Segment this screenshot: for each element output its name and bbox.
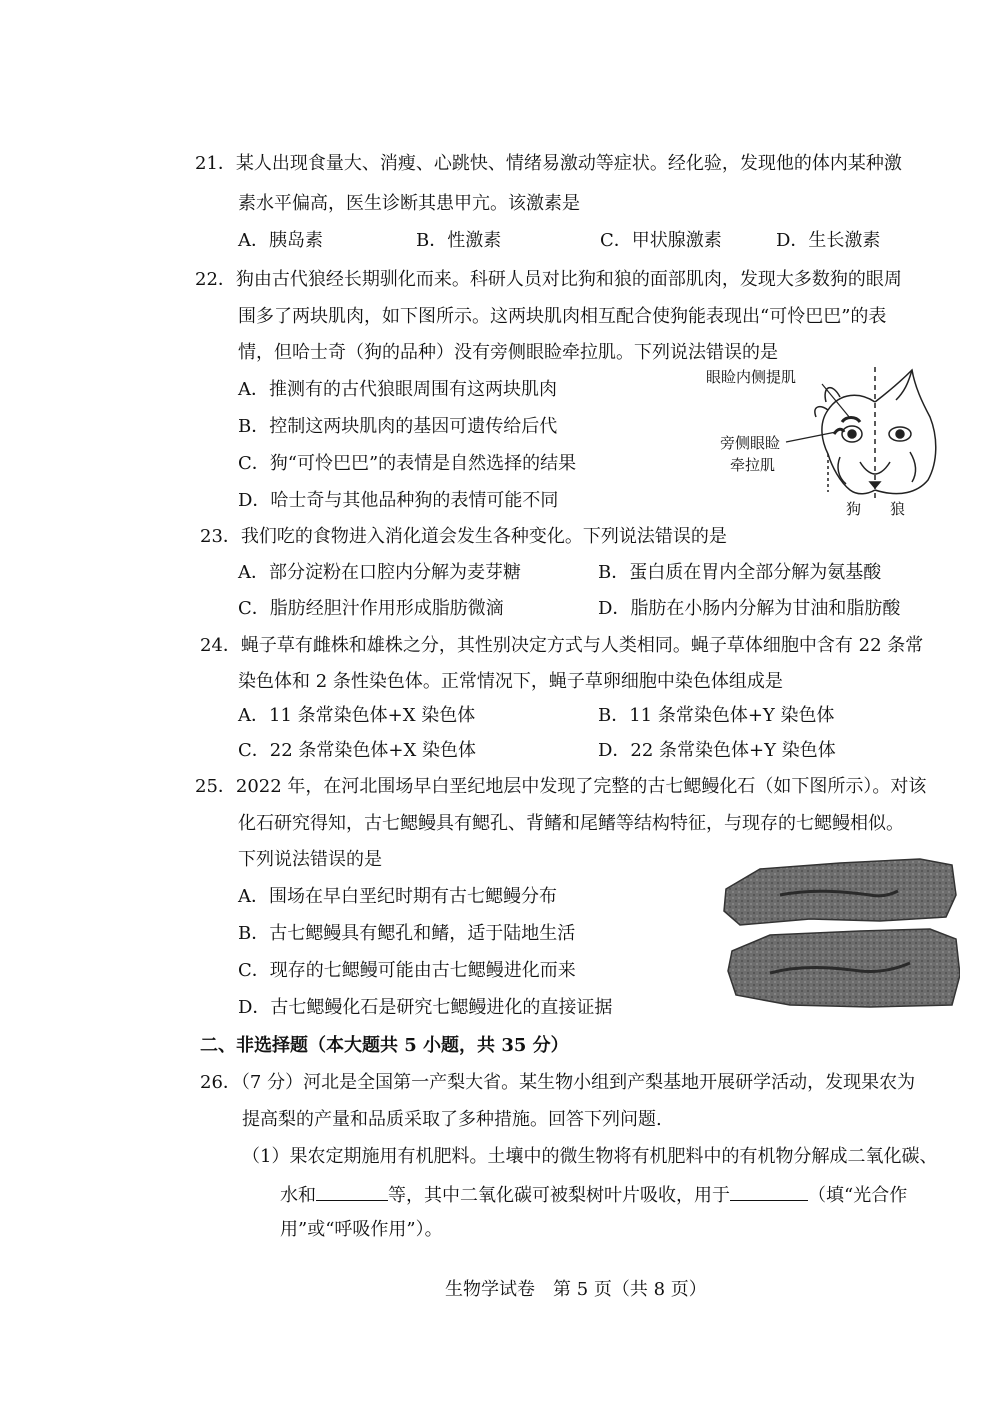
q24-option-c: C．22 条常染色体+X 染色体 [238, 740, 477, 761]
q25-stem-line1: 25．2022 年，在河北围场早白垩纪地层中发现了完整的古七鳃鳗化石（如下图所示）。对该 [195, 776, 927, 797]
q25-stem-line3: 下列说法错误的是 [238, 849, 382, 870]
page-footer: 生物学试卷 第 5 页（共 8 页） [445, 1279, 707, 1300]
q25-option-b: B．古七鳃鳗具有鳃孔和鳍，适于陆地生活 [238, 923, 576, 944]
label-levator-muscle: 眼睑内侧提肌 [706, 368, 797, 386]
section-2-heading: 二、非选择题（本大题共 5 小题，共 35 分） [200, 1035, 569, 1056]
q21-stem-line2: 素水平偏高，医生诊断其患甲亢。该激素是 [238, 193, 580, 214]
q21-option-d: D．生长激素 [776, 230, 881, 251]
q26-sub1-text-c: （填“光合作 [808, 1185, 908, 1206]
q24-option-a: A．11 条常染色体+X 染色体 [238, 705, 476, 726]
q23-stem: 23．我们吃的食物进入消化道会发生各种变化。下列说法错误的是 [200, 526, 727, 547]
q23-option-a: A．部分淀粉在口腔内分解为麦芽糖 [238, 562, 521, 583]
q22-option-b: B．控制这两块肌肉的基因可遗传给后代 [238, 416, 558, 437]
q22-stem-line1: 22．狗由古代狼经长期驯化而来。科研人员对比狗和狼的面部肌肉，发现大多数狗的眼周 [195, 269, 902, 290]
q26-sub1-text-b: 等，其中二氧化碳可被梨树叶片吸收，用于 [388, 1185, 730, 1206]
lamprey-fossil-photo [720, 855, 960, 1015]
dog-wolf-drawing [700, 362, 950, 522]
q24-option-b: B．11 条常染色体+Y 染色体 [598, 705, 835, 726]
label-wolf: 狼 [890, 500, 906, 518]
q21-option-c: C．甲状腺激素 [600, 230, 722, 251]
q23-option-c: C．脂肪经胆汁作用形成脂肪微滴 [238, 598, 504, 619]
q25-option-a: A．围场在早白垩纪时期有古七鳃鳗分布 [238, 886, 557, 907]
q25-option-c: C．现存的七鳃鳗可能由古七鳃鳗进化而来 [238, 960, 576, 981]
label-retractor-muscle-1: 旁侧眼睑 [720, 434, 781, 452]
q22-option-d: D．哈士奇与其他品种狗的表情可能不同 [238, 490, 559, 511]
q26-sub1-text-a: 水和 [280, 1185, 316, 1206]
q23-option-b: B．蛋白质在胃内全部分解为氨基酸 [598, 562, 882, 583]
fossil-slabs [720, 855, 960, 1015]
q22-option-a: A．推测有的古代狼眼周围有这两块肌肉 [238, 379, 557, 400]
dog-wolf-face-figure [700, 362, 950, 522]
q23-option-d: D．脂肪在小肠内分解为甘油和脂肪酸 [598, 598, 901, 619]
q21-option-b: B．性激素 [416, 230, 502, 251]
label-retractor-muscle-2: 牵拉肌 [730, 456, 776, 474]
q25-stem-line2: 化石研究得知，古七鳃鳗具有鳃孔、背鳍和尾鳍等结构特征，与现存的七鳃鳗相似。 [238, 813, 904, 834]
q26-sub1-line3: 用”或“呼吸作用”）。 [280, 1219, 443, 1240]
q21-option-a: A．胰岛素 [238, 230, 323, 251]
q22-stem-line3: 情，但哈士奇（狗的品种）没有旁侧眼睑牵拉肌。下列说法错误的是 [238, 342, 778, 363]
q26-stem-line2: 提高梨的产量和品质采取了多种措施。回答下列问题. [242, 1109, 662, 1130]
q22-stem-line2: 围多了两块肌肉，如下图所示。这两块肌肉相互配合使狗能表现出“可怜巴巴”的表 [238, 306, 887, 327]
q21-stem-line1: 21．某人出现食量大、消瘦、心跳快、情绪易激动等症状。经化验，发现他的体内某种激 [195, 153, 902, 174]
q26-sub1-line1: （1）果农定期施用有机肥料。土壤中的微生物将有机肥料中的有机物分解成二氧化碳、 [242, 1146, 938, 1167]
label-dog: 狗 [846, 500, 862, 518]
q25-option-d: D．古七鳃鳗化石是研究七鳃鳗进化的直接证据 [238, 997, 613, 1018]
answer-blank-2[interactable] [730, 1182, 808, 1201]
q26-sub1-line2 [280, 1182, 907, 1208]
answer-blank-1[interactable] [316, 1182, 388, 1201]
q24-stem-line1: 24．蝇子草有雌株和雄株之分，其性别决定方式与人类相同。蝇子草体细胞中含有 22 条常 [200, 635, 924, 656]
q24-option-d: D．22 条常染色体+Y 染色体 [598, 740, 836, 761]
q24-stem-line2: 染色体和 2 条性染色体。正常情况下，蝇子草卵细胞中染色体组成是 [238, 671, 783, 692]
q26-stem-line1: 26．（7 分）河北是全国第一产梨大省。某生物小组到产梨基地开展研学活动，发现果农为 [200, 1072, 916, 1093]
q22-option-c: C．狗“可怜巴巴”的表情是自然选择的结果 [238, 453, 577, 474]
